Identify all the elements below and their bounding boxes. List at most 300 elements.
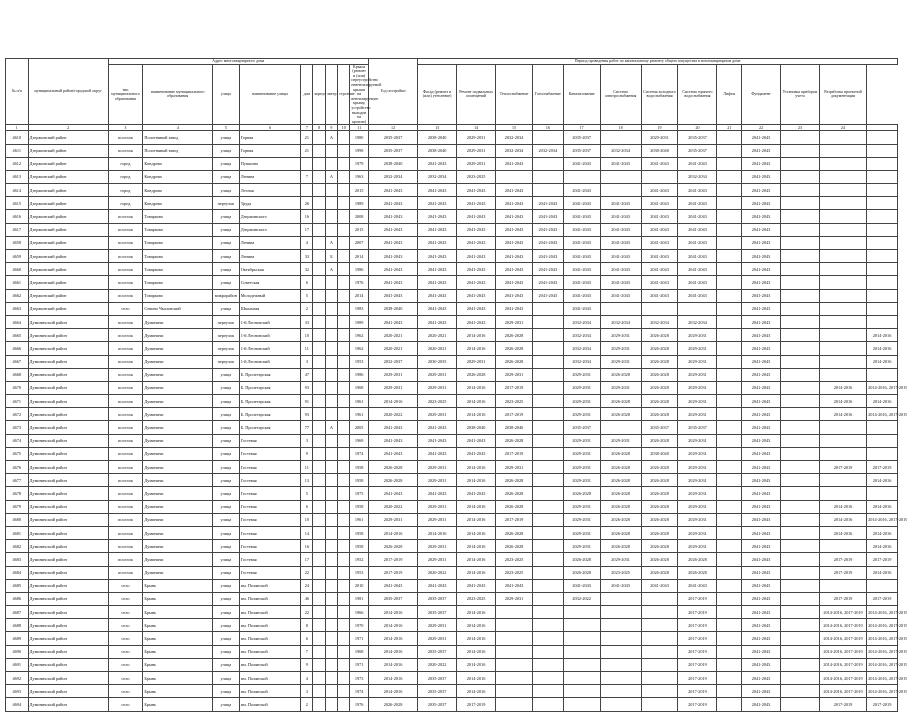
cell-sew: 2029-2031	[563, 526, 600, 539]
cell-lift	[717, 474, 742, 487]
cell-y: 1963	[350, 170, 369, 183]
cell-h: 33	[301, 250, 313, 263]
cell-sn: Брынь	[143, 619, 213, 632]
cell-heat: 2029-2031	[496, 592, 533, 605]
cell-cw: 2041-2043	[641, 250, 678, 263]
col-heating-header: Теплоснабжение	[496, 64, 533, 125]
cell-sn: Думиничи	[143, 487, 213, 500]
cell-roof: 2020-2021	[368, 342, 417, 355]
table-row	[6, 250, 898, 263]
cell-un: им. Полянской	[239, 632, 301, 645]
cell-el: 2026-2028	[600, 368, 641, 381]
cell-sc	[867, 184, 898, 197]
cell-sc	[867, 144, 898, 157]
cell-hw: 2029-2031	[678, 526, 717, 539]
cell-heat: 2026-2028	[496, 474, 533, 487]
cell-pd	[819, 276, 866, 289]
cell-hw: 2029-2031	[678, 395, 717, 408]
cell-sew: 2032-2034	[563, 315, 600, 328]
cell-sc	[867, 447, 898, 460]
cell-cw: 2026-2028	[641, 474, 678, 487]
cell-sc: 2014-2016, 2017-2019	[867, 645, 898, 658]
cell-lift	[717, 395, 742, 408]
cell-gas	[532, 302, 563, 315]
cell-fnd: 2041-2043	[742, 276, 781, 289]
cell-l	[325, 342, 337, 355]
cell-sn: Кондрово	[143, 170, 213, 183]
cell-id: 4666	[6, 342, 29, 355]
cell-y: 1958	[350, 474, 369, 487]
cell-gas: 2041-2043	[532, 289, 563, 302]
cell-fnd: 2041-2043	[742, 526, 781, 539]
cell-bas: 2014-2016	[457, 500, 496, 513]
cell-sn: Брынь	[143, 645, 213, 658]
cell-el: 2032-2034	[600, 315, 641, 328]
cell-cw: 2035-2037	[641, 421, 678, 434]
cell-fac: 2029-2031	[418, 500, 457, 513]
cell-cw: 2026-2028	[641, 526, 678, 539]
cell-sn: Товарково	[143, 236, 213, 249]
cell-fnd: 2041-2043	[742, 131, 781, 144]
cell-id: 4674	[6, 434, 29, 447]
cell-h: 8	[301, 619, 313, 632]
cell-bas: 2014-2016	[457, 645, 496, 658]
cell-sn: Кондрово	[143, 184, 213, 197]
cell-hw: 2041-2043	[678, 223, 717, 236]
col-building-header: строение	[338, 64, 350, 125]
column-number-cell: 20	[678, 125, 717, 131]
cell-b	[338, 144, 350, 157]
cell-cw	[641, 592, 678, 605]
works-group-header: Период проведения работ по капитальному ремонту общего имущества в многоквартирном доме	[418, 59, 898, 65]
cell-pd	[819, 540, 866, 553]
cell-roof: 2014-2016	[368, 632, 417, 645]
cell-k	[313, 592, 325, 605]
cell-mun: Думиничский район	[28, 421, 108, 434]
table-row	[6, 395, 898, 408]
cell-roof: 2032-2034	[368, 170, 417, 183]
cell-sew	[563, 619, 600, 632]
cell-gas	[532, 513, 563, 526]
cell-id: 4614	[6, 184, 29, 197]
cell-b	[338, 606, 350, 619]
table-row	[6, 289, 898, 302]
table-row	[6, 447, 898, 460]
cell-fac: 2029-2031	[418, 368, 457, 381]
cell-k	[313, 434, 325, 447]
cell-mun: Думиничский район	[28, 342, 108, 355]
cell-roof: 2041-2043	[368, 250, 417, 263]
cell-id: 4692	[6, 672, 29, 685]
address-group-header: Адрес многоквартирного дома	[108, 59, 368, 65]
cell-met	[780, 355, 819, 368]
cell-met	[780, 329, 819, 342]
cell-st: поселок	[108, 540, 143, 553]
cell-roof: 2041-2043	[368, 236, 417, 249]
cell-sew: 2041-2043	[563, 250, 600, 263]
cell-un: им. Полянской	[239, 606, 301, 619]
cell-sn: Думиничи	[143, 368, 213, 381]
cell-un: Гостевая	[239, 487, 301, 500]
cell-b	[338, 184, 350, 197]
col-korpus-header: корпус	[313, 64, 325, 125]
cell-sn: Брынь	[143, 632, 213, 645]
cell-y: 2014	[350, 289, 369, 302]
cell-k	[313, 381, 325, 394]
cell-un: Гостевая	[239, 566, 301, 579]
cell-y: 1983	[350, 302, 369, 315]
cell-mun: Думиничский район	[28, 685, 108, 698]
column-number-cell: 12	[368, 125, 417, 131]
cell-hw: 2017-2019	[678, 698, 717, 711]
cell-gas	[532, 381, 563, 394]
cell-y: 2005	[350, 421, 369, 434]
cell-pd: 2014-2016, 2017-2019	[819, 632, 866, 645]
column-number-cell: 13	[418, 125, 457, 131]
cell-sew	[563, 698, 600, 711]
cell-h: 7	[301, 170, 313, 183]
cell-id: 4661	[6, 276, 29, 289]
cell-cw: 2041-2043	[641, 289, 678, 302]
cell-lift	[717, 685, 742, 698]
cell-h: 11	[301, 342, 313, 355]
cell-l	[325, 513, 337, 526]
cell-el: 2029-2031	[600, 342, 641, 355]
cell-cw: 2026-2028	[641, 408, 678, 421]
cell-el: 2041-2043	[600, 250, 641, 263]
cell-cw	[641, 658, 678, 671]
cell-cw: 2041-2043	[641, 579, 678, 592]
cell-ut: улица	[213, 566, 240, 579]
cell-el: 2041-2043	[600, 223, 641, 236]
cell-cw: 2026-2028	[641, 553, 678, 566]
cell-bas: 2023-2025	[457, 170, 496, 183]
cell-gas: 2041-2043	[532, 210, 563, 223]
cell-fnd: 2041-2043	[742, 474, 781, 487]
cell-hw: 2017-2019	[678, 672, 717, 685]
cell-bas: 2041-2043	[457, 276, 496, 289]
cell-heat	[496, 672, 533, 685]
cell-hw: 2041-2043	[678, 250, 717, 263]
cell-sn: Думиничи	[143, 540, 213, 553]
cell-id: 4673	[6, 421, 29, 434]
cell-heat	[496, 685, 533, 698]
cell-mun: Думиничский район	[28, 461, 108, 474]
cell-un: им. Полянской	[239, 672, 301, 685]
cell-h: 22	[301, 606, 313, 619]
cell-b	[338, 553, 350, 566]
table-row	[6, 698, 898, 711]
cell-sn: Брынь	[143, 672, 213, 685]
cell-id: 4612	[6, 157, 29, 170]
cell-ut: переулок	[213, 197, 240, 210]
cell-l	[325, 223, 337, 236]
cell-st: поселок	[108, 131, 143, 144]
col-cold-water-header: Система холодного водоснабжения	[641, 64, 678, 125]
cell-cw	[641, 632, 678, 645]
cell-k	[313, 197, 325, 210]
cell-hw: 2041-2043	[678, 276, 717, 289]
cell-h: 32	[301, 263, 313, 276]
cell-sew	[563, 658, 600, 671]
cell-fac: 2041-2043	[418, 236, 457, 249]
col-meters-header: Установка приборов учета	[780, 64, 819, 125]
column-number-cell: 14	[457, 125, 496, 131]
cell-st: поселок	[108, 421, 143, 434]
cell-fac: 2029-2031	[418, 408, 457, 421]
cell-gas: 2041-2043	[532, 263, 563, 276]
cell-cw: 2041-2043	[641, 184, 678, 197]
cell-hw: 2017-2019	[678, 619, 717, 632]
cell-st: поселок	[108, 355, 143, 368]
cell-y: 1962	[350, 329, 369, 342]
cell-st: поселок	[108, 223, 143, 236]
cell-roof: 2026-2028	[368, 461, 417, 474]
cell-h: 17	[301, 223, 313, 236]
cell-bas: 2041-2043	[457, 236, 496, 249]
cell-y: 2010	[350, 579, 369, 592]
cell-lift	[717, 500, 742, 513]
cell-met	[780, 381, 819, 394]
cell-fnd: 2041-2043	[742, 461, 781, 474]
cell-ut: улица	[213, 223, 240, 236]
cell-ut: улица	[213, 302, 240, 315]
cell-gas	[532, 645, 563, 658]
cell-lift	[717, 236, 742, 249]
cell-mun: Думиничский район	[28, 540, 108, 553]
cell-heat: 2026-2028	[496, 540, 533, 553]
cell-ut: улица	[213, 276, 240, 289]
cell-heat: 2029-2031	[496, 368, 533, 381]
cell-sew: 2026-2028	[563, 553, 600, 566]
table-row	[6, 329, 898, 342]
cell-h: 47	[301, 368, 313, 381]
cell-hw: 2041-2043	[678, 184, 717, 197]
cell-sc: 2014-2016	[867, 329, 898, 342]
cell-k	[313, 540, 325, 553]
cell-sew	[563, 632, 600, 645]
col-house-header: дом	[301, 64, 313, 125]
cell-y: 1998	[350, 144, 369, 157]
cell-fnd: 2041-2043	[742, 210, 781, 223]
column-number-cell: 3	[108, 125, 143, 131]
cell-sc: 2017-2019	[867, 461, 898, 474]
cell-fnd: 2041-2043	[742, 223, 781, 236]
cell-ut: улица	[213, 447, 240, 460]
cell-mun: Думиничский район	[28, 395, 108, 408]
column-number-cell: 24	[819, 125, 866, 131]
cell-sn: Товарково	[143, 250, 213, 263]
cell-fnd: 2041-2043	[742, 368, 781, 381]
cell-fnd: 2041-2043	[742, 566, 781, 579]
cell-pd: 2014-2016, 2017-2019	[819, 645, 866, 658]
cell-sn: Думиничи	[143, 566, 213, 579]
cell-sc: 2014-2016	[867, 474, 898, 487]
cell-roof: 2014-2016	[368, 685, 417, 698]
cell-un: Гостевая	[239, 447, 301, 460]
cell-fnd: 2041-2043	[742, 408, 781, 421]
cell-fnd: 2041-2043	[742, 685, 781, 698]
cell-ut: улица	[213, 395, 240, 408]
cell-un: 1-й Леоновский	[239, 342, 301, 355]
table-row	[6, 619, 898, 632]
cell-gas	[532, 500, 563, 513]
cell-ut: улица	[213, 672, 240, 685]
cell-id: 4671	[6, 395, 29, 408]
cell-pd	[819, 302, 866, 315]
cell-id: 4689	[6, 632, 29, 645]
cell-sc: 2017-2019	[867, 698, 898, 711]
cell-ut: микрорайон	[213, 289, 240, 302]
cell-heat: 2041-2043	[496, 302, 533, 315]
cell-un: Труда	[239, 197, 301, 210]
cell-roof: 2032-2037	[368, 355, 417, 368]
cell-k	[313, 421, 325, 434]
cell-cw: 2026-2028	[641, 500, 678, 513]
cell-k	[313, 263, 325, 276]
cell-gas	[532, 540, 563, 553]
cell-heat: 2023-2025	[496, 566, 533, 579]
cell-y: 1958	[350, 526, 369, 539]
cell-id: 4677	[6, 474, 29, 487]
cell-sn: Думиничи	[143, 447, 213, 460]
cell-lift	[717, 329, 742, 342]
cell-un: Гостевая	[239, 434, 301, 447]
cell-sew: 2041-2043	[563, 276, 600, 289]
cell-met	[780, 170, 819, 183]
cell-un: 1-й Леоновский	[239, 355, 301, 368]
cell-k	[313, 157, 325, 170]
cell-k	[313, 408, 325, 421]
cell-mun: Думиничский район	[28, 500, 108, 513]
cell-hw: 2017-2019	[678, 645, 717, 658]
cell-bas: 2041-2043	[457, 447, 496, 460]
cell-k	[313, 329, 325, 342]
cell-hw: 2029-2031	[678, 513, 717, 526]
cell-pd	[819, 289, 866, 302]
cell-sew: 2026-2028	[563, 566, 600, 579]
cell-sc	[867, 236, 898, 249]
cell-fnd: 2041-2043	[742, 500, 781, 513]
cell-sew: 2029-2031	[563, 513, 600, 526]
cell-hw: 2041-2043	[678, 579, 717, 592]
cell-gas	[532, 658, 563, 671]
cell-lift	[717, 553, 742, 566]
cell-cw: 2026-2028	[641, 342, 678, 355]
cell-bas: 2014-2016	[457, 619, 496, 632]
cell-y: 1976	[350, 276, 369, 289]
cell-st: поселок	[108, 447, 143, 460]
cell-mun: Думиничский район	[28, 368, 108, 381]
cell-st: поселок	[108, 395, 143, 408]
cell-ut: улица	[213, 144, 240, 157]
cell-h: 21	[301, 131, 313, 144]
cell-fac: 2041-2043	[418, 197, 457, 210]
table-row	[6, 263, 898, 276]
cell-sc: 2014-2016, 2017-2019	[867, 619, 898, 632]
column-number-cell: 2	[28, 125, 108, 131]
cell-sn: Думиничи	[143, 395, 213, 408]
cell-mun: Дзержинский район	[28, 157, 108, 170]
cell-met	[780, 276, 819, 289]
cell-sew: 2026-2028	[563, 487, 600, 500]
cell-pd: 2014-2016, 2017-2019	[819, 606, 866, 619]
cell-ut: улица	[213, 461, 240, 474]
cell-un: Гостевая	[239, 500, 301, 513]
cell-fnd: 2041-2043	[742, 170, 781, 183]
cell-fac: 2041-2043	[418, 184, 457, 197]
table-row	[6, 184, 898, 197]
cell-hw: 2032-2034	[678, 315, 717, 328]
cell-y: 1962	[350, 342, 369, 355]
cell-l	[325, 500, 337, 513]
cell-mun: Дзержинский район	[28, 184, 108, 197]
cell-id: 4610	[6, 131, 29, 144]
cell-sew: 2032-2022	[563, 592, 600, 605]
cell-sn: Думиничи	[143, 526, 213, 539]
cell-sc: 2017-2019	[867, 592, 898, 605]
cell-pd	[819, 197, 866, 210]
cell-pd	[819, 250, 866, 263]
cell-b	[338, 329, 350, 342]
cell-y: 1961	[350, 513, 369, 526]
cell-met	[780, 526, 819, 539]
cell-roof: 2029-2031	[368, 381, 417, 394]
cell-fac: 2020-2021	[418, 342, 457, 355]
cell-gas	[532, 579, 563, 592]
cell-met	[780, 434, 819, 447]
cell-cw	[641, 645, 678, 658]
cell-sc: 2014-2016, 2017-2019	[867, 606, 898, 619]
cell-sc	[867, 434, 898, 447]
cell-fnd: 2041-2043	[742, 342, 781, 355]
cell-hw: 2029-2031	[678, 487, 717, 500]
cell-h: 24	[301, 579, 313, 592]
cell-un: Гостевая	[239, 540, 301, 553]
cell-b	[338, 408, 350, 421]
cell-sc: 2014-2016, 2017-2019	[867, 685, 898, 698]
cell-sn: Думиничи	[143, 500, 213, 513]
cell-k	[313, 250, 325, 263]
cell-fnd: 2041-2043	[742, 263, 781, 276]
cell-h: 3	[301, 685, 313, 698]
cell-bas: 2014-2016	[457, 540, 496, 553]
cell-ut: улица	[213, 592, 240, 605]
cell-hw: 2041-2043	[678, 236, 717, 249]
cell-st: поселок	[108, 236, 143, 249]
cell-pd	[819, 315, 866, 328]
cell-l	[325, 579, 337, 592]
cell-sew: 2041-2043	[563, 184, 600, 197]
cell-el: 2026-2028	[600, 408, 641, 421]
cell-gas	[532, 632, 563, 645]
cell-heat: 2023-2025	[496, 553, 533, 566]
cell-heat	[496, 632, 533, 645]
cell-fac: 2029-2031	[418, 461, 457, 474]
cell-mun: Думиничский район	[28, 632, 108, 645]
cell-el	[600, 658, 641, 671]
cell-heat: 2032-2034	[496, 131, 533, 144]
cell-lift	[717, 540, 742, 553]
cell-lift	[717, 355, 742, 368]
cell-l: А	[325, 131, 337, 144]
cell-heat: 2041-2043	[496, 236, 533, 249]
cell-sn: Думиничи	[143, 315, 213, 328]
cell-h: 2	[301, 698, 313, 711]
cell-fac: 2041-2043	[418, 302, 457, 315]
cell-y: 1968	[350, 381, 369, 394]
cell-roof: 2014-2016	[368, 645, 417, 658]
